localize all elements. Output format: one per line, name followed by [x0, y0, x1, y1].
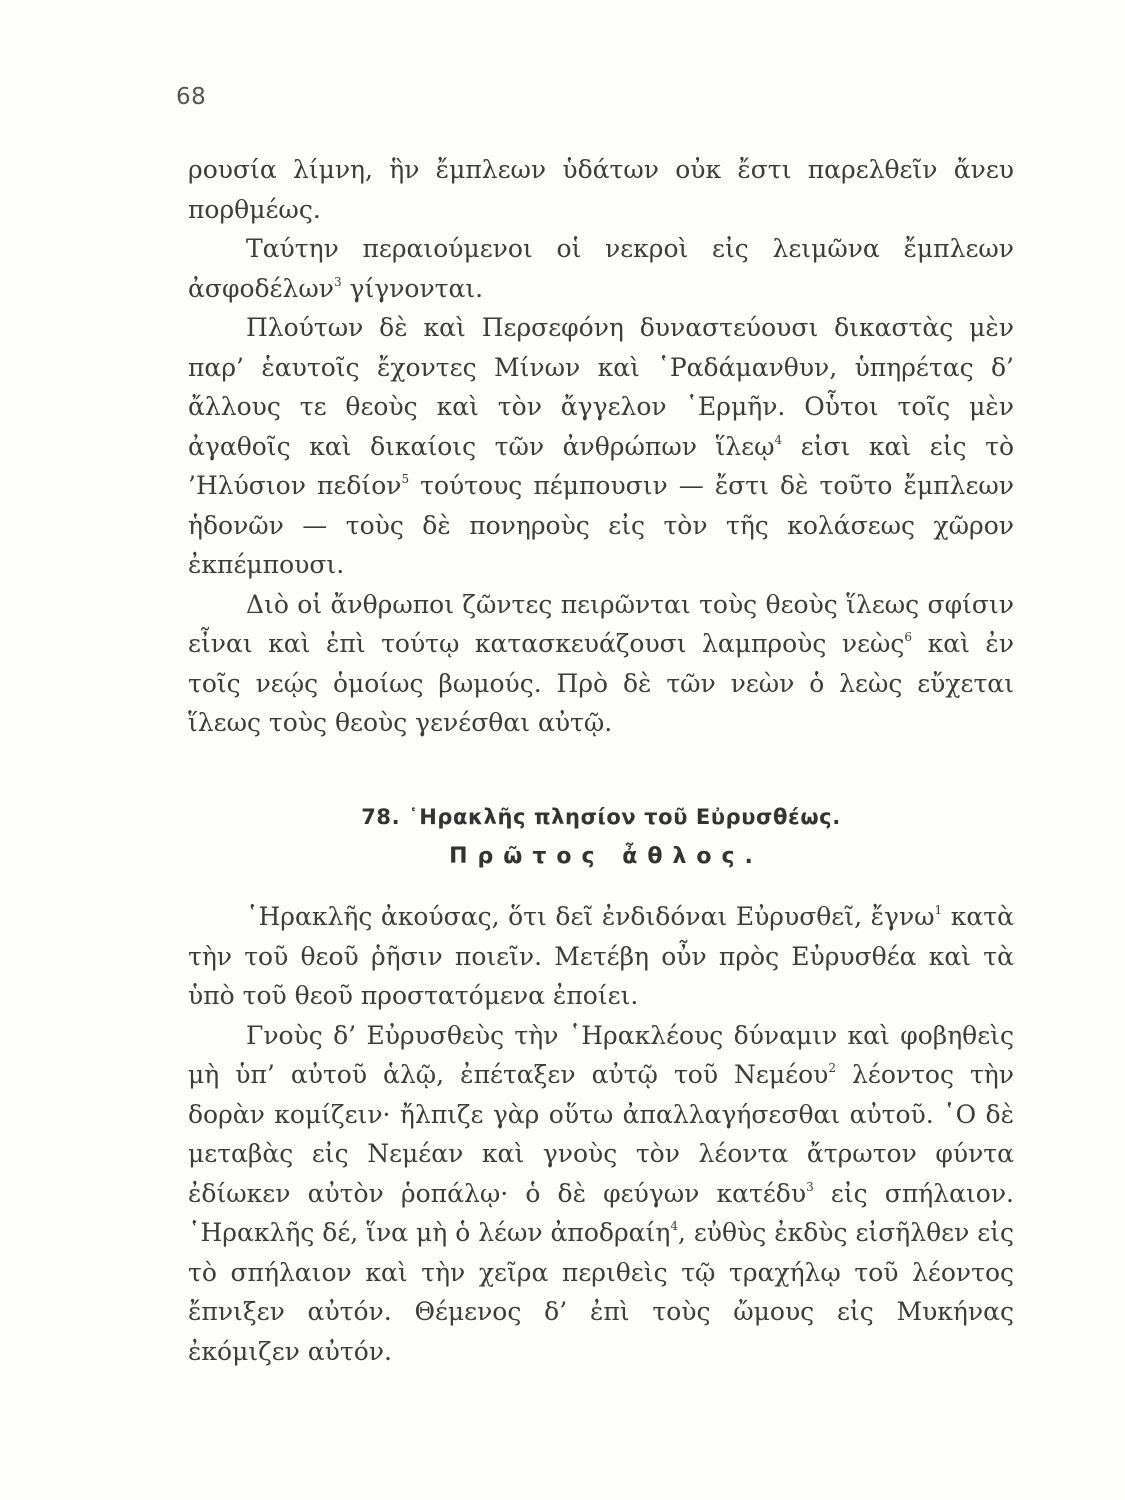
section-subtitle: Πρῶτος ἆθλος. [449, 844, 763, 869]
footnote-marker: 3 [333, 274, 342, 289]
page-number: 68 [176, 84, 207, 110]
paragraph [188, 308, 1014, 585]
paragraph [188, 897, 1014, 1016]
paragraph [188, 1016, 1014, 1372]
footnote-marker: 1 [934, 903, 943, 917]
text-run: τούτους πέμπουσιν — ἔστι δὲ τοῦτο ἔμπλεων ἡδονῶν — τοὺς δὲ πονηροὺς εἰς τὸν τῆς κολάσεως χῶρον ἐκπέμπουσι. [188, 471, 1014, 579]
footnote-marker: 2 [828, 1061, 836, 1075]
paragraph [188, 585, 1014, 743]
text-run: λέοντος τὴν δορὰν κομίζειν· ἤλπιζε γὰρ οὕτω ἀπαλλαγήσεσθαι αὐτοῦ. ῾Ο δὲ μεταβὰς εἰς Νεμέαν καὶ γνοὺς τὸν λέοντα ἄτρωτον φύντα ἐδίωκεν αὐτὸν ῥοπάλῳ· ὁ δὲ φεύγων κατέδυ [188, 1060, 1014, 1208]
paragraph [188, 229, 1014, 308]
text-run: καὶ ἐν τοῖς νεῴς ὁμοίως βωμούς. Πρὸ δὲ τῶν νεὼν ὁ λεὼς εὔχεται ἵλεως τοὺς θεοὺς γενέσθαι αὐτῷ. [188, 629, 1014, 737]
text-run: ῾Ηρακλῆς ἀκούσας, ὅτι δεῖ ἐνδιδόναι Εὐρυσθεῖ, ἔγνω [246, 902, 935, 931]
text-run: ρουσία λίμνη, ἣν ἔμπλεων ὑδάτων οὐκ ἔστι παρελθεῖν ἄνευ πορθμέως. [188, 155, 1014, 224]
text-block-before-heading [188, 150, 1014, 743]
text-run: εἰσι καὶ εἰς τὸ ’Ηλύσιον πεδίον [188, 431, 1014, 500]
text-block-after-heading [188, 897, 1014, 1371]
footnote-marker: 6 [904, 630, 913, 644]
text-run: εἰς σπήλαιον. ῾Ηρακλῆς δέ, ἵνα μὴ ὁ λέων ἀποδραίη [188, 1178, 1014, 1247]
text-run: γίγνονται. [341, 273, 484, 303]
footnote-marker: 4 [670, 1219, 678, 1233]
text-run: Γνοὺς δ’ Εὐρυσθεὺς τὴν ῾Ηρακλέους δύναμιν καὶ φοβηθεὶς μὴ ὑπ’ αὐτοῦ ἁλῷ, ἐπέταξεν αὐτῷ τοῦ Νεμέου [188, 1020, 1014, 1089]
section-heading [188, 797, 1014, 877]
text-run: Πλούτων δὲ καὶ Περσεφόνη δυναστεύουσι δικαστὰς μὲν παρ’ ἑαυτοῖς ἔχοντες Μίνων καὶ ῾Ραδάμανθυν, ὑπηρέτας δ’ ἄλλους τε θεοὺς καὶ τὸν ἄγγελον ῾Ερμῆν. Οὗτοι τοῖς μὲν ἀγαθοῖς καὶ δικαίοις τῶν ἀνθρώπων ἵλεῳ [188, 313, 1014, 461]
footnote-marker: 4 [774, 432, 783, 447]
text-run: Διὸ οἱ ἄνθρωποι ζῶντες πειρῶνται τοὺς θεοὺς ἵλεως σφίσιν εἶναι καὶ ἐπὶ τούτῳ κατασκευάζουσι λαμπροὺς νεὼς [188, 589, 1014, 658]
text-run: , εὐθὺς ἐκδὺς εἰσῆλθεν εἰς τὸ σπήλαιον καὶ τὴν χεῖρα περιθεὶς τῷ τραχήλῳ τοῦ λέοντος ἔπνιξεν αὐτόν. Θέμενος δ’ ἐπὶ τοὺς ὤμους εἰς Μυκήνας ἐκόμιζεν αὐτόν. [188, 1218, 1014, 1366]
paragraph [188, 150, 1014, 229]
text-run: κατὰ τὴν τοῦ θεοῦ ῥῆσιν ποιεῖν. Μετέβη οὖν πρὸς Εὐρυσθέα καὶ τὰ ὑπὸ τοῦ θεοῦ προστατόμενα ἐποίει. [188, 902, 1014, 1010]
footnote-marker: 5 [401, 472, 410, 486]
section-title: 78. ῾Ηρακλῆς πλησίον τοῦ Εὐρυσθέως. [361, 805, 841, 829]
footnote-marker: 3 [806, 1179, 814, 1194]
text-run: Ταύτην περαιούμενοι οἱ νεκροὶ εἰς λειμῶνα ἔμπλεων ἀσφοδέλων [188, 234, 1014, 303]
